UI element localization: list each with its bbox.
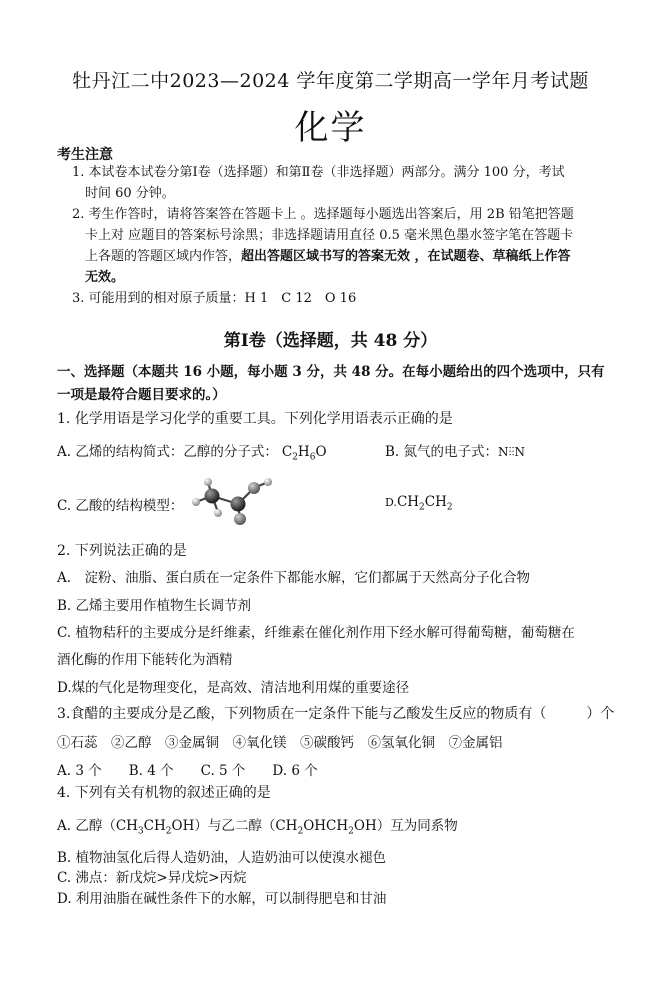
q1-option-a (57, 440, 327, 463)
q1-option-d-label: D. (385, 496, 397, 509)
section-title: 第Ⅰ卷（选择题，共 48 分） (223, 331, 438, 351)
model-carbon-atom (231, 497, 246, 512)
q3-stem-end: ）个 (586, 706, 615, 722)
model-hydrogen-atom (204, 478, 212, 486)
q1-option-d (385, 494, 453, 513)
notice-item-1-line-1: 1. 本试卷本试卷分第Ⅰ卷（选择题）和第Ⅱ卷（非选择题）两部分。满分 100 分，考试 (72, 165, 565, 180)
q2-option-c-line-2: 酒化酶的作用下能转化为酒精 (57, 652, 233, 668)
model-oxygen-atom (248, 482, 260, 494)
model-hydrogen-atom (264, 478, 272, 486)
notice-item-2-line-3 (85, 247, 571, 267)
q1-stem: 1. 化学用语是学习化学的重要工具。下列化学用语表示正确的是 (57, 411, 453, 427)
q3-options: A. 3 个 B. 4 个 C. 5 个 D. 6 个 (57, 763, 318, 779)
q1-option-b (385, 440, 525, 460)
q2-option-c-line-1: C. 植物秸秆的主要成分是纤维素，纤维素在催化剂作用下经水解可得葡萄糖，葡萄糖在 (57, 625, 575, 641)
q4-stem: 4. 下列有关有机物的叙述正确的是 (57, 785, 271, 801)
notice-title: 考生注意 (57, 147, 113, 163)
q1-option-a-formula: $C_2H_6O$ (281, 444, 327, 463)
notice-item-2-line-2: 卡上对 应题目的答案标号涂黑；非选择题请用直径 0.5 毫米黑色墨水签字笔在答题卡 (85, 228, 574, 243)
q4-option-d: D. 利用油脂在碱性条件下的水解，可以制得肥皂和甘油 (57, 891, 387, 907)
q3-items: ①石蕊 ②乙醇 ③金属铜 ④氧化镁 ⑤碳酸钙 ⑥氢氧化铜 ⑦金属铝 (57, 735, 503, 751)
q2-option-b: B. 乙烯主要用作植物生长调节剂 (57, 598, 252, 614)
notice-item-1-line-2: 时间 60 分钟。 (85, 186, 175, 201)
q1-option-a-text: A. 乙烯的结构简式：乙醇的分子式： (57, 444, 278, 460)
q1-option-b-formula: N⫶⫶N (498, 445, 526, 459)
notice-item-2-line-3-plain: 上各题的答题区域内作答， (85, 249, 242, 264)
model-hydrogen-atom (214, 509, 222, 517)
q4-option-b: B. 植物油氢化后得人造奶油，人造奶油可以使溴水褪色 (57, 850, 387, 866)
acetic-acid-ball-stick-model (188, 474, 278, 526)
q2-option-d: D.煤的气化是物理变化，是高效、清洁地利用煤的重要途径 (57, 680, 410, 696)
q3-stem-text: 3.食醋的主要成分是乙酸，下列物质在一定条件下能与乙酸发生反应的物质有（ (57, 706, 547, 722)
notice-item-2-line-4: 无效。 (85, 270, 125, 285)
exam-title: 牡丹江二中2023—2024 学年度第二学期高一学年月考试题 (72, 70, 589, 92)
notice-item-2-line-3-bold: 超出答题区域书写的答案无效 ，在试题卷、草稿纸上作答 (241, 249, 571, 264)
q2-stem: 2. 下列说法正确的是 (57, 543, 187, 559)
section-intro-line-1: 一、选择题（本题共 16 小题，每小题 3 分，共 48 分。在每小题给出的四个选项中，只有 (57, 364, 605, 380)
q4-option-a: A. 乙醇$(CH_3CH_2OH)$与乙二醇$(CH_2OHCH_2OH)$互为同系物 (57, 818, 458, 837)
q3-stem (57, 703, 614, 723)
q4-option-c: C. 沸点：新戊烷>异戊烷>丙烷 (57, 870, 247, 886)
q2-option-a: A. 淀粉、油脂、蛋白质在一定条件下都能水解，它们都属于天然高分子化合物 (57, 570, 531, 586)
notice-item-2-line-1: 2. 考生作答时，请将答案答在答题卡上 。选择题每小题选出答案后，用 2B 铅笔把答题 (72, 207, 574, 222)
section-intro-line-2: 一项是最符合题目要求的。） (57, 387, 226, 403)
q1-option-c: C. 乙酸的结构模型： (57, 498, 184, 514)
model-hydrogen-atom (192, 498, 200, 506)
notice-item-3: 3. 可能用到的相对原子质量：H 1 C 12 O 16 (72, 291, 357, 306)
model-carbon-atom (205, 489, 220, 504)
q1-option-d-formula: $CH_2CH_2$ (396, 494, 453, 513)
subject-title: 化学 (294, 108, 367, 148)
model-oxygen-atom (234, 513, 246, 525)
q1-option-b-text: B. 氮气的电子式： (385, 444, 499, 460)
